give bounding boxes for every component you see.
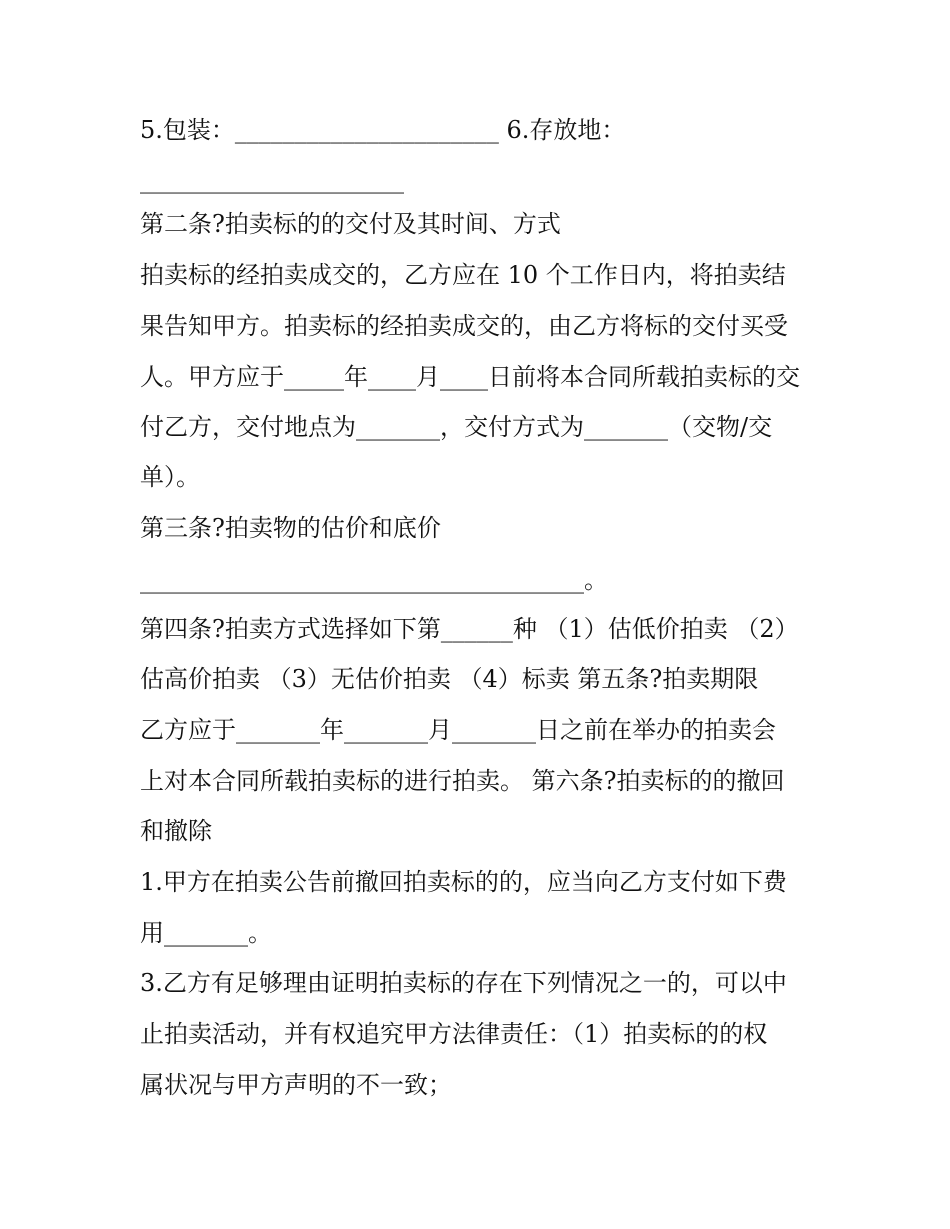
paragraph-line: 人。甲方应于_____年____月____日前将本合同所载拍卖标的交 bbox=[140, 363, 800, 391]
paragraph-line: 和撤除 bbox=[140, 817, 212, 845]
paragraph-line: 果告知甲方。拍卖标的经拍卖成交的，由乙方将标的交付买受 bbox=[140, 312, 788, 340]
paragraph-line: 拍卖标的经拍卖成交的，乙方应在 10 个工作日内，将拍卖结 bbox=[140, 261, 786, 289]
section-heading-article-4: 第四条?拍卖方式选择如下第______种 （1）估低价拍卖 （2） bbox=[140, 615, 799, 643]
section-heading-article-3: 第三条?拍卖物的估价和底价 bbox=[140, 514, 441, 542]
paragraph-line: 估高价拍卖 （3）无估价拍卖 （4）标卖 第五条?拍卖期限 bbox=[140, 665, 759, 693]
paragraph-line: 上对本合同所载拍卖标的进行拍卖。 第六条?拍卖标的的撤回 bbox=[140, 767, 785, 795]
paragraph-line: 付乙方，交付地点为_______，交付方式为_______（交物/交 bbox=[140, 413, 773, 441]
paragraph-line: 用_______。 bbox=[140, 919, 272, 947]
list-item-3: 3.乙方有足够理由证明拍卖标的存在下列情况之一的，可以中 bbox=[140, 969, 787, 997]
paragraph-line: 属状况与甲方声明的不一致； bbox=[140, 1071, 452, 1099]
list-item-1: 1.甲方在拍卖公告前撤回拍卖标的的，应当向乙方支付如下费 bbox=[140, 868, 787, 896]
text-line-valuation-blank: _____________________________________。 bbox=[140, 566, 608, 594]
section-heading-article-2: 第二条?拍卖标的的交付及其时间、方式 bbox=[140, 210, 561, 238]
text-line-packaging-storage: 5.包装：______________________ 6.存放地： bbox=[140, 116, 626, 144]
paragraph-line: 单）。 bbox=[140, 463, 200, 491]
text-line-storage-blank: ______________________ bbox=[140, 166, 404, 194]
paragraph-line: 乙方应于_______年_______月_______日之前在举办的拍卖会 bbox=[140, 716, 776, 744]
paragraph-line: 止拍卖活动，并有权追究甲方法律责任：（1）拍卖标的的权 bbox=[140, 1020, 768, 1048]
